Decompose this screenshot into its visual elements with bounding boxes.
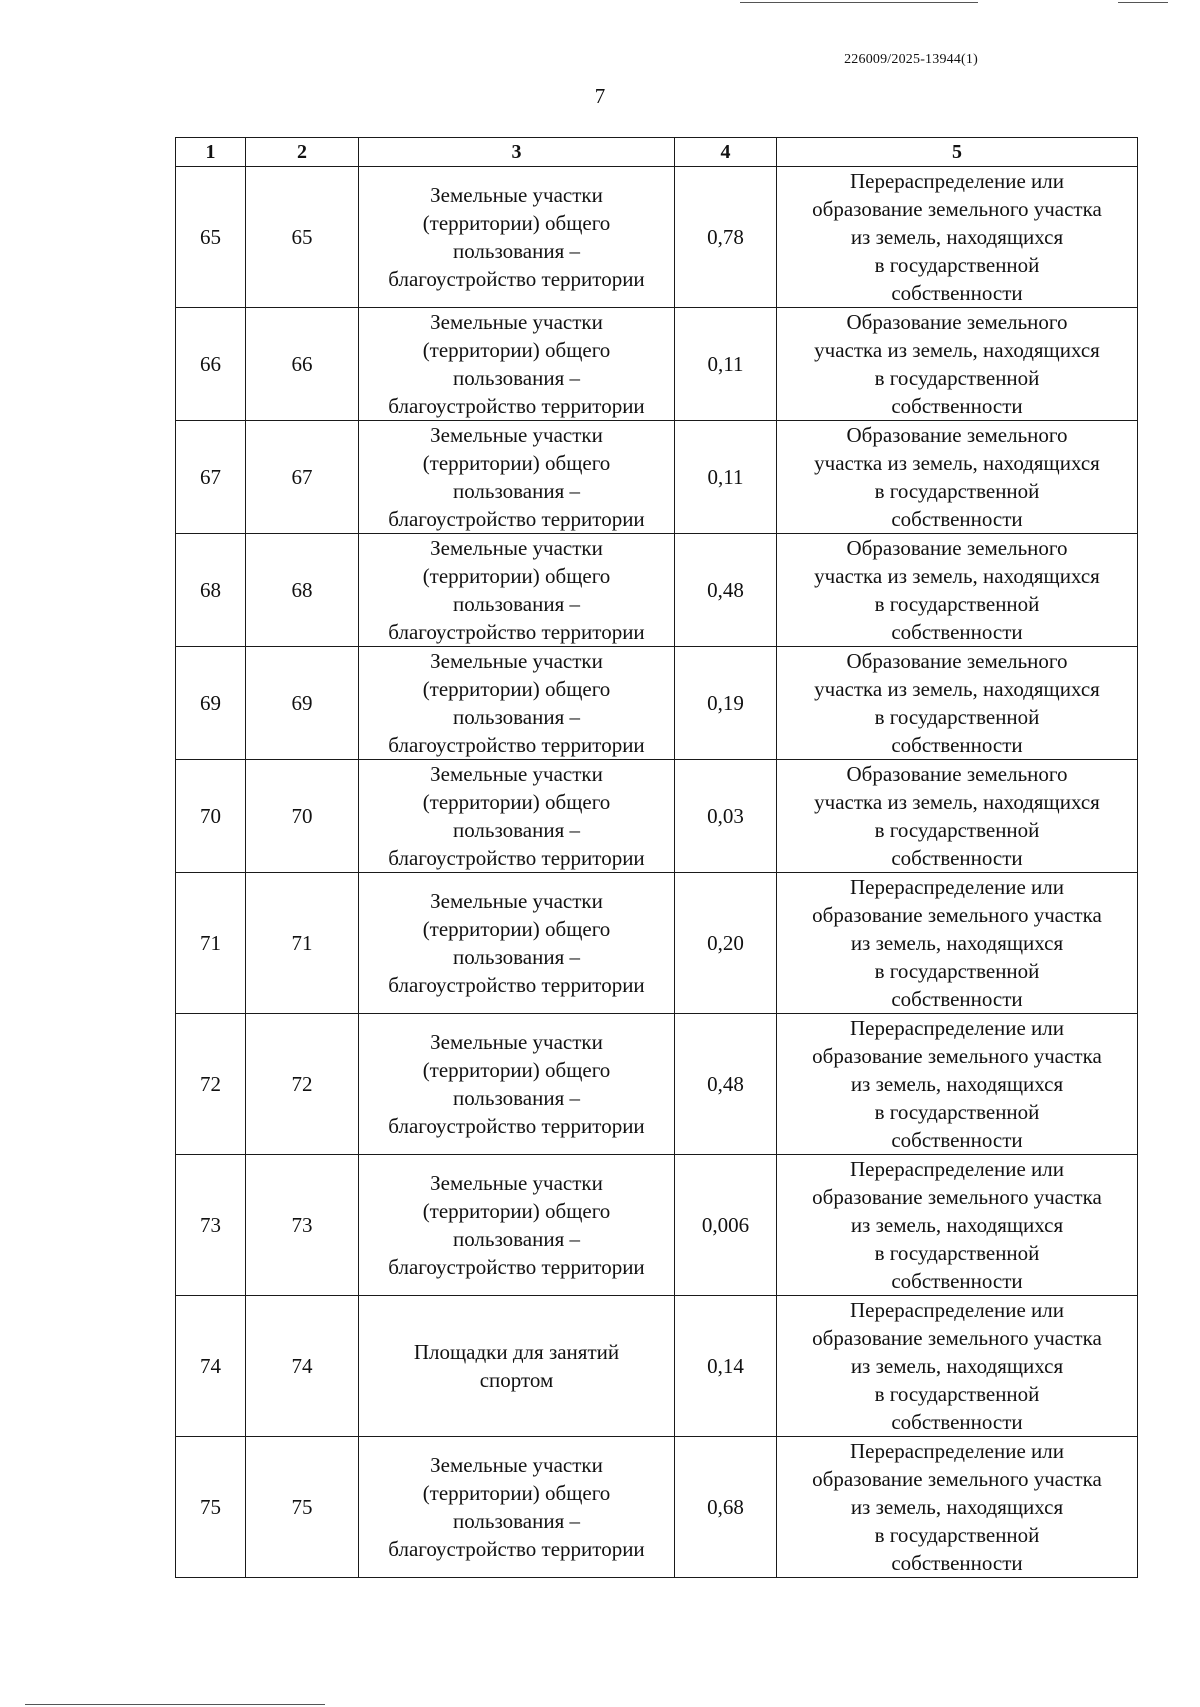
table-cell-col-4 (675, 421, 777, 534)
table-cell-col-2 (246, 421, 359, 534)
table-cell-col-2 (246, 308, 359, 421)
table-cell-col-2 (246, 1296, 359, 1437)
table-row (176, 1437, 1138, 1578)
table-cell-col-5 (777, 1437, 1138, 1578)
table-cell-col-1 (176, 1155, 246, 1296)
table-cell-col-3 (359, 1437, 675, 1578)
cell-text: 70 (200, 804, 221, 828)
table-cell-col-4 (675, 167, 777, 308)
table-cell-col-3 (359, 1155, 675, 1296)
cell-text: 75 (291, 1495, 313, 1519)
table-row (176, 647, 1138, 760)
cell-text: 0,19 (707, 691, 744, 715)
table-cell-col-1 (176, 647, 246, 760)
cell-text: 0,03 (707, 804, 744, 828)
cell-text: Образование земельного участка из земель, находящихся в государственной собственности (814, 762, 1100, 870)
table-cell-col-2 (246, 534, 359, 647)
table-row (176, 873, 1138, 1014)
cell-text: 70 (291, 804, 313, 828)
cell-text: Образование земельного участка из земель, находящихся в государственной собственности (814, 423, 1100, 531)
table-cell-col-1 (176, 1437, 246, 1578)
table-cell-col-2 (246, 873, 359, 1014)
scan-artifact-top-2 (1118, 2, 1168, 3)
table-cell-col-1 (176, 534, 246, 647)
table-cell-col-3 (359, 1296, 675, 1437)
cell-text: Земельные участки (территории) общего пользования – благоустройство территории (388, 423, 645, 531)
cell-text: Перераспределение или образование земельного участка из земель, находящихся в государственной собственности (812, 1016, 1102, 1152)
cell-text: 71 (200, 931, 221, 955)
table-cell-col-1 (176, 1014, 246, 1155)
table-cell-col-4 (675, 760, 777, 873)
cell-text: 67 (291, 465, 313, 489)
cell-text: Перераспределение или образование земельного участка из земель, находящихся в государственной собственности (812, 875, 1102, 1011)
scan-artifact-bottom (25, 1704, 325, 1705)
table-cell-col-4 (675, 873, 777, 1014)
cell-text: 66 (200, 352, 221, 376)
table-cell-col-4 (675, 534, 777, 647)
cell-text: 0,11 (707, 352, 744, 376)
table-cell-col-1 (176, 1296, 246, 1437)
cell-text: Образование земельного участка из земель, находящихся в государственной собственности (814, 536, 1100, 644)
table-cell-col-5 (777, 760, 1138, 873)
table-row (176, 1296, 1138, 1437)
table-cell-col-3 (359, 647, 675, 760)
cell-text: Перераспределение или образование земельного участка из земель, находящихся в государственной собственности (812, 169, 1102, 305)
table-cell-col-2 (246, 1014, 359, 1155)
cell-text: Образование земельного участка из земель, находящихся в государственной собственности (814, 649, 1100, 757)
cell-text: Земельные участки (территории) общего пользования – благоустройство территории (388, 762, 645, 870)
cell-text: 72 (200, 1072, 221, 1096)
cell-text: 68 (200, 578, 221, 602)
column-header-3: 3 (359, 138, 675, 167)
cell-text: Перераспределение или образование земельного участка из земель, находящихся в государственной собственности (812, 1157, 1102, 1293)
cell-text: Земельные участки (территории) общего пользования – благоустройство территории (388, 649, 645, 757)
column-header-4: 4 (675, 138, 777, 167)
cell-text: 0,68 (707, 1495, 744, 1519)
table-cell-col-5 (777, 873, 1138, 1014)
cell-text: Земельные участки (территории) общего пользования – благоустройство территории (388, 183, 645, 291)
cell-text: 0,006 (701, 1213, 750, 1237)
cell-text: Площадки для занятий спортом (413, 1340, 620, 1392)
table-cell-col-2 (246, 1437, 359, 1578)
table-row (176, 760, 1138, 873)
table-cell-col-4 (675, 1437, 777, 1578)
cell-text: 0,20 (707, 931, 744, 955)
table-cell-col-3 (359, 760, 675, 873)
scan-artifact-top-1 (740, 2, 978, 3)
header-row (176, 138, 1138, 167)
table-body (176, 167, 1138, 1578)
table-cell-col-3 (359, 873, 675, 1014)
table-cell-col-4 (675, 647, 777, 760)
cell-text: 72 (291, 1072, 313, 1096)
cell-text: 74 (200, 1354, 221, 1378)
table-cell-col-3 (359, 421, 675, 534)
table-cell-col-1 (176, 873, 246, 1014)
table-cell-col-3 (359, 1014, 675, 1155)
table-cell-col-3 (359, 534, 675, 647)
table-row (176, 421, 1138, 534)
table-cell-col-4 (675, 1014, 777, 1155)
cell-text: 73 (291, 1213, 313, 1237)
cell-text: 74 (291, 1354, 313, 1378)
cell-text: 75 (200, 1495, 221, 1519)
table-cell-col-1 (176, 167, 246, 308)
cell-text: 65 (291, 225, 313, 249)
cell-text: 71 (291, 931, 313, 955)
cell-text: 65 (200, 225, 221, 249)
table-cell-col-2 (246, 647, 359, 760)
cell-text: 67 (200, 465, 221, 489)
table-cell-col-5 (777, 534, 1138, 647)
table-cell-col-4 (675, 1296, 777, 1437)
table-cell-col-4 (675, 308, 777, 421)
cell-text: 73 (200, 1213, 221, 1237)
table-cell-col-5 (777, 1014, 1138, 1155)
table-cell-col-2 (246, 760, 359, 873)
land-plots-table (175, 137, 1138, 1578)
table-cell-col-5 (777, 308, 1138, 421)
table-cell-col-1 (176, 308, 246, 421)
table-cell-col-2 (246, 167, 359, 308)
table-cell-col-4 (675, 1155, 777, 1296)
cell-text: Земельные участки (территории) общего пользования – благоустройство территории (388, 536, 645, 644)
table-header (176, 138, 1138, 167)
cell-text: Земельные участки (территории) общего пользования – благоустройство территории (388, 1453, 645, 1561)
table-cell-col-5 (777, 167, 1138, 308)
cell-text: Образование земельного участка из земель, находящихся в государственной собственности (814, 310, 1100, 418)
table-cell-col-3 (359, 167, 675, 308)
column-header-5: 5 (777, 138, 1138, 167)
cell-text: 69 (200, 691, 221, 715)
table-row (176, 167, 1138, 308)
cell-text: Перераспределение или образование земельного участка из земель, находящихся в государственной собственности (812, 1439, 1102, 1575)
page-number: 7 (594, 84, 606, 108)
cell-text: 0,48 (707, 1072, 744, 1096)
cell-text: 66 (291, 352, 313, 376)
cell-text: 0,14 (707, 1354, 744, 1378)
cell-text: Земельные участки (территории) общего пользования – благоустройство территории (388, 1171, 645, 1279)
table-cell-col-1 (176, 760, 246, 873)
table-cell-col-3 (359, 308, 675, 421)
column-header-1: 1 (176, 138, 246, 167)
cell-text: 0,11 (707, 465, 744, 489)
cell-text: 0,48 (707, 578, 744, 602)
cell-text: Земельные участки (территории) общего пользования – благоустройство территории (388, 1030, 645, 1138)
table-row (176, 1155, 1138, 1296)
cell-text: Земельные участки (территории) общего пользования – благоустройство территории (388, 889, 645, 997)
cell-text: 69 (291, 691, 313, 715)
table-cell-col-5 (777, 647, 1138, 760)
document-registration-number: 226009/2025-13944(1) (844, 52, 978, 67)
table-row (176, 308, 1138, 421)
table-cell-col-2 (246, 1155, 359, 1296)
table-cell-col-1 (176, 421, 246, 534)
cell-text: 0,78 (707, 225, 744, 249)
cell-text: 68 (291, 578, 313, 602)
cell-text: Перераспределение или образование земельного участка из земель, находящихся в государственной собственности (812, 1298, 1102, 1434)
table-cell-col-5 (777, 1296, 1138, 1437)
table-row (176, 1014, 1138, 1155)
column-header-2: 2 (246, 138, 359, 167)
table-row (176, 534, 1138, 647)
table-cell-col-5 (777, 1155, 1138, 1296)
table-cell-col-5 (777, 421, 1138, 534)
cell-text: Земельные участки (территории) общего пользования – благоустройство территории (388, 310, 645, 418)
